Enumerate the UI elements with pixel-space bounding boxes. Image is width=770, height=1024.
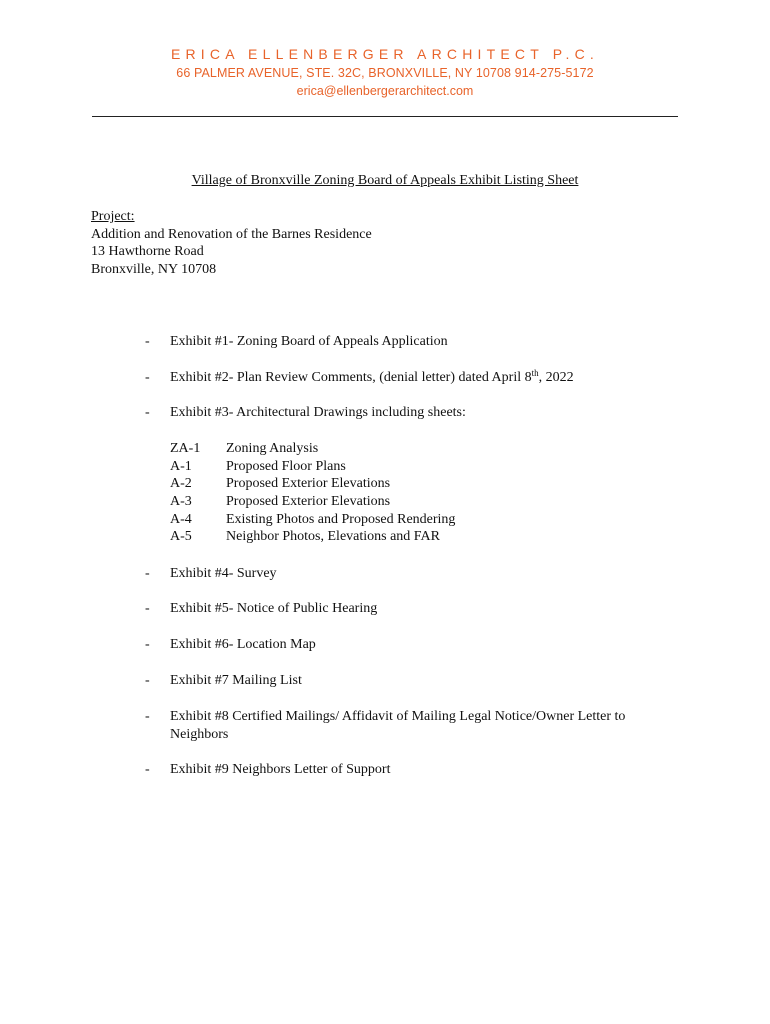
bullet-dash: - [145, 566, 150, 581]
exhibit-text-main: Exhibit #2- Plan Review Comments, (denial letter) dated April 8 [170, 370, 532, 385]
firm-email: erica@ellenbergerarchitect.com [296, 84, 474, 98]
sheet-code: A-4 [170, 511, 192, 527]
firm-address: 66 PALMER AVENUE, STE. 32C, BRONXVILLE, NY 10708 914-275-5172 [176, 66, 594, 80]
sheet-code: A-3 [170, 494, 192, 510]
letterhead-divider [92, 116, 678, 117]
page-title: Village of Bronxville Zoning Board of Appeals Exhibit Listing Sheet [191, 173, 579, 188]
project-line: Addition and Renovation of the Barnes Residence [91, 226, 372, 242]
sheet-code: A-2 [170, 476, 192, 492]
exhibit-text: Exhibit #9 Neighbors Letter of Support [170, 762, 391, 777]
exhibit-text: Exhibit #1- Zoning Board of Appeals Application [170, 334, 448, 349]
project-line: 13 Hawthorne Road [91, 244, 204, 260]
bullet-dash: - [145, 334, 150, 349]
sheet-description: Proposed Exterior Elevations [226, 476, 391, 492]
exhibit-text: Exhibit #3- Architectural Drawings including sheets: [170, 405, 466, 420]
exhibit-text: Exhibit #7 Mailing List [170, 673, 302, 688]
exhibit-text: Exhibit #5- Notice of Public Hearing [170, 601, 378, 616]
sheet-code: A-5 [170, 529, 192, 545]
bullet-dash: - [145, 637, 150, 652]
sheet-description: Proposed Exterior Elevations [226, 494, 391, 510]
bullet-dash: - [145, 405, 150, 420]
exhibit-text: Exhibit #6- Location Map [170, 637, 316, 652]
exhibit-text: Exhibit #4- Survey [170, 566, 277, 581]
firm-name: ERICA ELLENBERGER ARCHITECT P.C. [170, 46, 600, 62]
project-line: Bronxville, NY 10708 [91, 261, 217, 277]
sheet-description: Zoning Analysis [226, 441, 319, 456]
bullet-dash: - [145, 709, 150, 724]
letterhead [0, 44, 770, 100]
bullet-dash: - [145, 370, 150, 385]
exhibit-text-year: , 2022 [538, 370, 574, 385]
exhibit-text: Exhibit #8 Certified Mailings/ Affidavit of Mailing Legal Notice/Owner Letter to Neighbors [170, 709, 626, 742]
sheet-description: Proposed Floor Plans [226, 458, 346, 474]
sheet-code: A-1 [170, 458, 192, 474]
bullet-dash: - [145, 673, 150, 688]
exhibit-text [170, 369, 690, 387]
project-label: Project: [91, 209, 135, 224]
sheet-code: ZA-1 [170, 441, 201, 456]
sheet-description: Existing Photos and Proposed Rendering [226, 511, 456, 527]
project-info [91, 208, 372, 278]
ordinal-suffix: th [531, 368, 539, 378]
sheet-description: Neighbor Photos, Elevations and FAR [226, 529, 441, 545]
bullet-dash: - [145, 601, 150, 616]
bullet-dash: - [145, 762, 150, 777]
